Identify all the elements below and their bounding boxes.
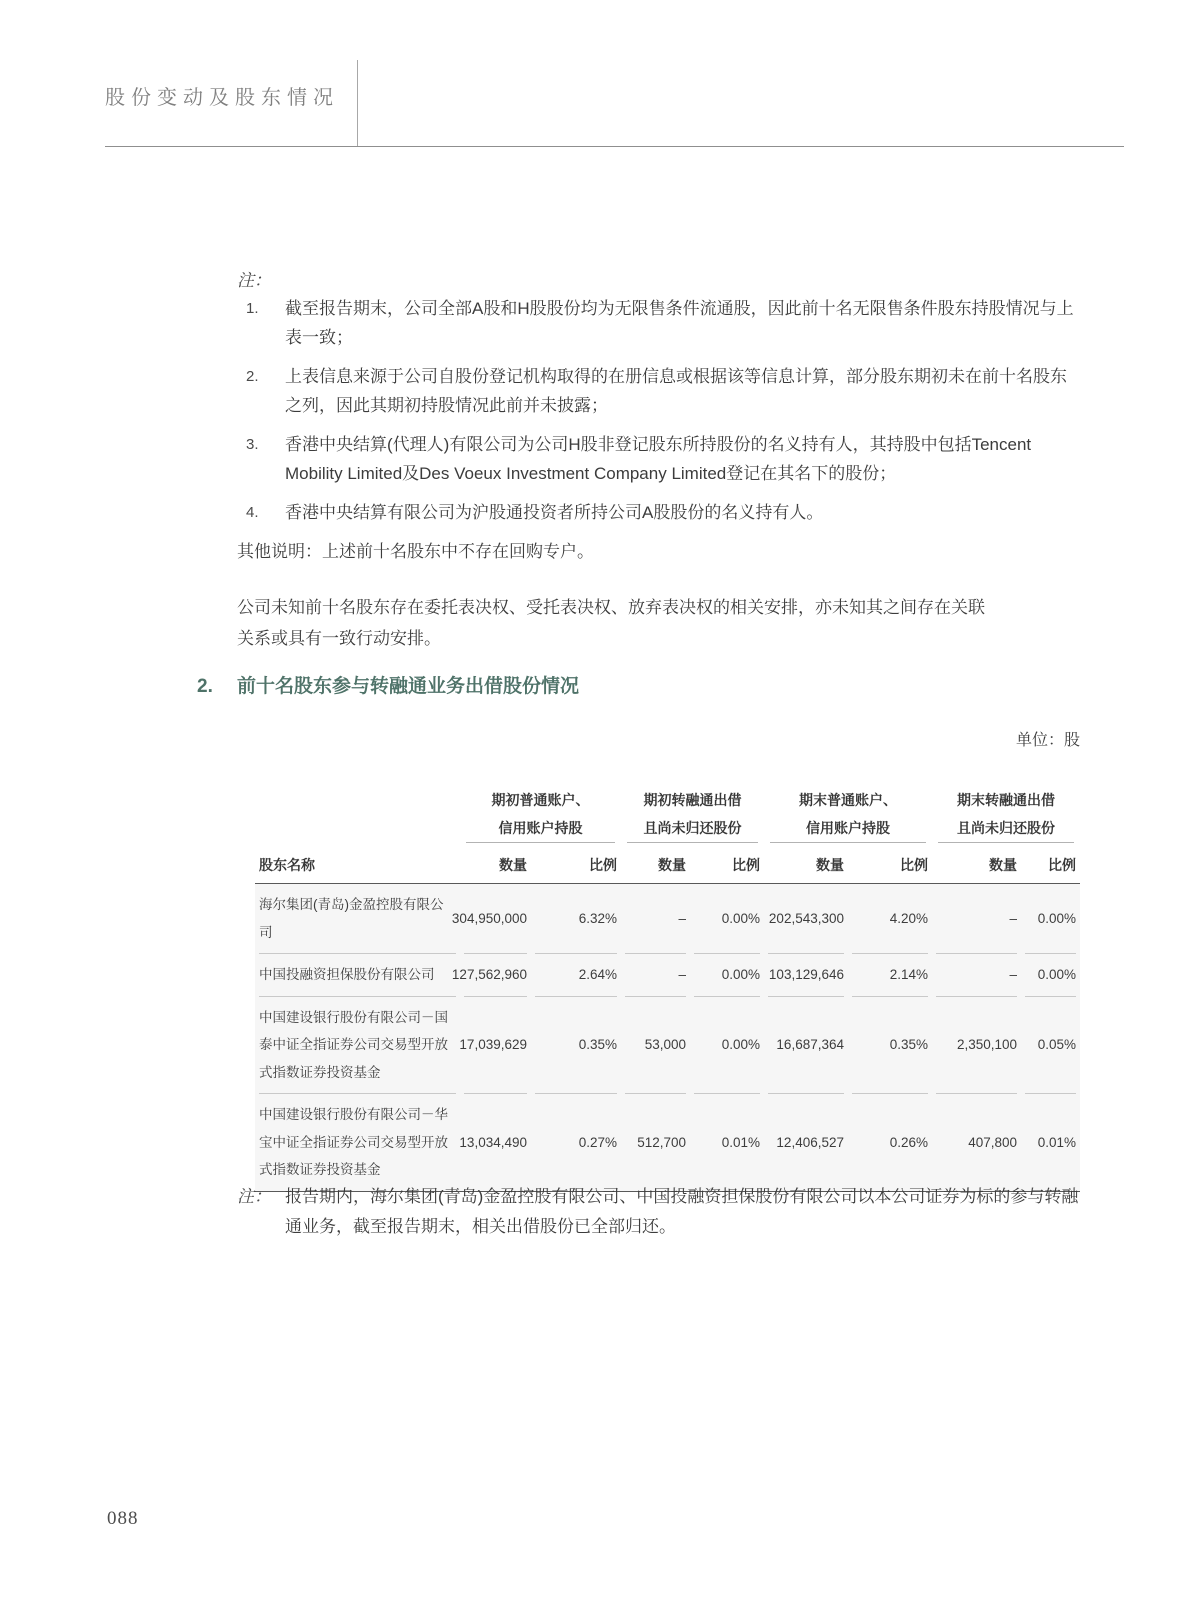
section-title: 前十名股东参与转融通业务出借股份情况 [237, 676, 580, 697]
note-number: 2. [246, 368, 259, 385]
note-text: 上表信息来源于公司自股份登记机构取得的在册信息或根据该等信息计算，部分股东期初未在前十名股东之列，因此其期初持股情况此前并未披露； [285, 367, 1067, 415]
group-header-line2: 信用账户持股 [498, 820, 583, 836]
page-number: 088 [107, 1508, 139, 1529]
cell-value: 2.14% [852, 954, 928, 997]
note-item [237, 362, 1080, 420]
cell-value: 0.26% [889, 1134, 928, 1150]
pct-column-header: 比例 [1048, 857, 1076, 873]
cell-value: 53,000 [625, 997, 686, 1095]
other-note: 其他说明：上述前十名股东中不存在回购专户。 [237, 542, 594, 561]
table-body [255, 883, 1080, 1192]
note-number: 3. [246, 436, 259, 453]
shareholder-name: 海尔集团(青岛)金盈控股有限公司 [259, 884, 456, 954]
cell-value: 12,406,527 [776, 1134, 844, 1150]
qty-column-header: 数量 [658, 857, 686, 873]
qty-column-header: 数量 [499, 857, 527, 873]
cell-value: 16,687,364 [768, 997, 844, 1095]
cell-value: – [936, 954, 1017, 997]
cell-value: 0.00% [694, 997, 760, 1095]
cell-value: 0.05% [1025, 997, 1076, 1095]
cell-value: 0.35% [852, 997, 928, 1095]
section-heading [197, 674, 579, 700]
cell-value: 512,700 [637, 1134, 686, 1150]
note-item [237, 430, 1080, 488]
note-text: 截至报告期末，公司全部A股和H股股份均为无限售条件流通股，因此前十名无限售条件股东持股情况与上表一致； [285, 299, 1074, 347]
group-header-line1: 期初普通账户、 [491, 792, 590, 808]
group-header-spacer [261, 786, 454, 843]
shareholder-name: 中国建设银行股份有限公司－国泰中证全指证券公司交易型开放式指数证券投资基金 [259, 997, 456, 1095]
group-header-line1: 期初转融通出借 [643, 792, 742, 808]
cell-value: 0.35% [535, 997, 617, 1095]
table-row [255, 997, 1080, 1095]
cell-value: 2.64% [535, 954, 617, 997]
note-number: 1. [246, 300, 259, 317]
pct-column-header: 比例 [589, 857, 617, 873]
notes-list [237, 294, 1080, 537]
cell-value: 6.32% [535, 884, 617, 954]
qty-column-header: 数量 [816, 857, 844, 873]
voting-arrangements-note: 公司未知前十名股东存在委托表决权、受托表决权、放弃表决权的相关安排，亦未知其之间存在关联关系或具有一致行动安排。 [237, 598, 985, 648]
table-row [255, 1094, 1080, 1191]
cell-value: 407,800 [968, 1134, 1017, 1150]
qty-column-header: 数量 [989, 857, 1017, 873]
header-rule [105, 146, 1124, 147]
cell-value: 0.00% [1025, 884, 1076, 954]
group-header-opening-lent [627, 786, 758, 843]
note-text: 香港中央结算有限公司为沪股通投资者所持公司A股股份的名义持有人。 [285, 503, 824, 522]
name-column-header: 股东名称 [259, 857, 315, 873]
cell-value: 0.00% [694, 884, 760, 954]
group-header-line2: 信用账户持股 [806, 820, 890, 836]
cell-value: 0.00% [1025, 954, 1076, 997]
cell-value: 2,350,100 [936, 997, 1017, 1095]
pct-column-header: 比例 [900, 857, 928, 873]
footnote-text: 报告期内，海尔集团(青岛)金盈控股有限公司、中国投融资担保股份有限公司以本公司证券为标的参与转融通业务，截至报告期末，相关出借股份已全部归还。 [285, 1187, 1079, 1236]
note-item [237, 294, 1080, 352]
shareholder-name: 中国投融资担保股份有限公司 [259, 954, 456, 997]
table-row [255, 954, 1080, 997]
pct-column-header: 比例 [732, 857, 760, 873]
cell-value: 127,562,960 [464, 954, 527, 997]
footnote-label: 注： [237, 1187, 271, 1206]
cell-value: 103,129,646 [768, 954, 844, 997]
cell-value: 0.01% [721, 1134, 760, 1150]
table-column-header-row [255, 843, 1080, 883]
securities-lending-table [255, 786, 1080, 1192]
section-number: 2. [197, 676, 213, 697]
group-header-closing-lent [938, 786, 1074, 843]
group-header-opening-holdings [466, 786, 615, 843]
cell-value: – [625, 954, 686, 997]
cell-value: 17,039,629 [464, 997, 527, 1095]
cell-value: 13,034,490 [459, 1134, 527, 1150]
group-header-line1: 期末转融通出借 [957, 792, 1055, 808]
group-header-line2: 且尚未归还股份 [957, 820, 1055, 836]
unit-label: 单位：股 [1015, 732, 1080, 749]
cell-value: – [625, 884, 686, 954]
cell-value: 0.01% [1037, 1134, 1076, 1150]
table-row [255, 884, 1080, 954]
group-header-line1: 期末普通账户、 [799, 792, 897, 808]
group-header-line2: 且尚未归还股份 [643, 820, 742, 836]
cell-value: – [936, 884, 1017, 954]
table-footnote [237, 1182, 1080, 1242]
cell-value: 202,543,300 [768, 884, 844, 954]
table-group-header-row [255, 786, 1080, 843]
page-header-title: 股份变动及股东情况 [105, 87, 339, 109]
shareholder-name: 中国建设银行股份有限公司－华宝中证全指证券公司交易型开放式指数证券投资基金 [259, 1107, 448, 1177]
cell-value: 4.20% [852, 884, 928, 954]
notes-label: 注： [237, 271, 271, 290]
header-vertical-divider [357, 60, 358, 147]
cell-value: 304,950,000 [464, 884, 527, 954]
note-text: 香港中央结算(代理人)有限公司为公司H股非登记股东所持股份的名义持有人，其持股中包括Tencent Mobility Limited及Des Voeux Investment Company Limited登记在其名下的股份； [285, 435, 1032, 483]
note-item [237, 498, 1080, 527]
cell-value: 0.27% [578, 1134, 617, 1150]
note-number: 4. [246, 504, 259, 521]
group-header-closing-holdings [770, 786, 926, 843]
cell-value: 0.00% [694, 954, 760, 997]
